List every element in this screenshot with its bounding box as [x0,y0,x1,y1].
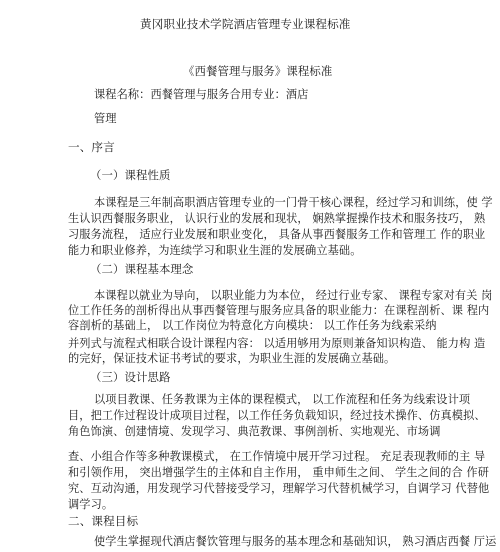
document-header-title: 黄冈职业技术学院酒店管理专业课程标准 [140,17,351,31]
paragraph-line: 和引领作用， 突出增强学生的主体和自主作用， 重申师生之间、 学生之间的合 作研 [68,466,489,479]
paragraph-line: 调学习。 [68,498,114,511]
paragraph-line: 并列式与流程式相联合设计课程内容： 以适用够用为原则兼备知识构造、 能力构 造 [68,337,486,350]
course-title: 《西餐管理与服务》课程标准 [183,64,333,78]
section-heading-basic-concept: （二）课程基本理念 [90,262,194,276]
paragraph-line: 究、互动沟通，用发现学习代替接受学习，理解学习代替机械学习，自调学习 代替他 [68,482,490,495]
paragraph-line: 能力和职业修养，为连续学习和职业生涯的发展确立基础。 [68,244,362,257]
section-heading-course-objectives: 二、课程目标 [68,514,139,528]
paragraph-line: 本课程以就业为导向， 以职业能力为本位， 经过行业专家、 课程专家对有关 岗 [94,289,493,302]
paragraph-line: 习服务流程， 适应行业发展和职业变化， 具备从事西餐服务工作和管理工 作的职业 [68,228,486,241]
paragraph-line: 位工作任务的剖析得出从事西餐管理与服务应具备的职业能力：在课程剖析、课 程内 [68,304,490,317]
paragraph-line: 使学生掌握现代酒店餐饮管理与服务的基本理念和基础知识， 熟习酒店西餐 厅运 [94,535,497,548]
course-name-line: 课程名称：西餐管理与服务合用专业：酒店 [94,88,309,101]
paragraph-line: 的完好，保证技术证书考试的要求，为职业生涯的发展确立基础。 [68,352,396,365]
paragraph-line: 本课程是三年制高职酒店管理专业的一门骨干核心课程，经过学习和训练，使 学 [94,196,493,209]
paragraph-line: 角色饰演、创建情境、发现学习、典范教课、事例剖析、实地观光、市场调 [68,425,441,438]
section-heading-design-ideas: （三）设计思路 [90,370,171,384]
paragraph-line: 查、小组合作等多种教课模式， 在工作情境中展开学习过程。 充足表现教师的主 导 [68,450,486,463]
paragraph-line: 生认识西餐服务职业， 认识行业的发展和现状， 娴熟掌握操作技术和服务技巧， 熟 [68,212,486,225]
paragraph-line: 容剖析的基础上， 以工作岗位为特意化方向模块： 以工作任务为线索采纳 [68,319,437,332]
section-heading-preface: 一、序言 [68,140,115,154]
section-heading-course-nature: （一）课程性质 [90,168,171,182]
paragraph-line: 以项目教课、任务教课为主体的课程模式， 以工作流程和任务为线索设计项 [94,393,471,406]
paragraph-line: 目，把工作过程设计成项目过程，以工作任务负载知识，经过技术操作、仿真模拟、 [68,409,486,422]
course-name-line-continued: 管理 [94,112,117,125]
